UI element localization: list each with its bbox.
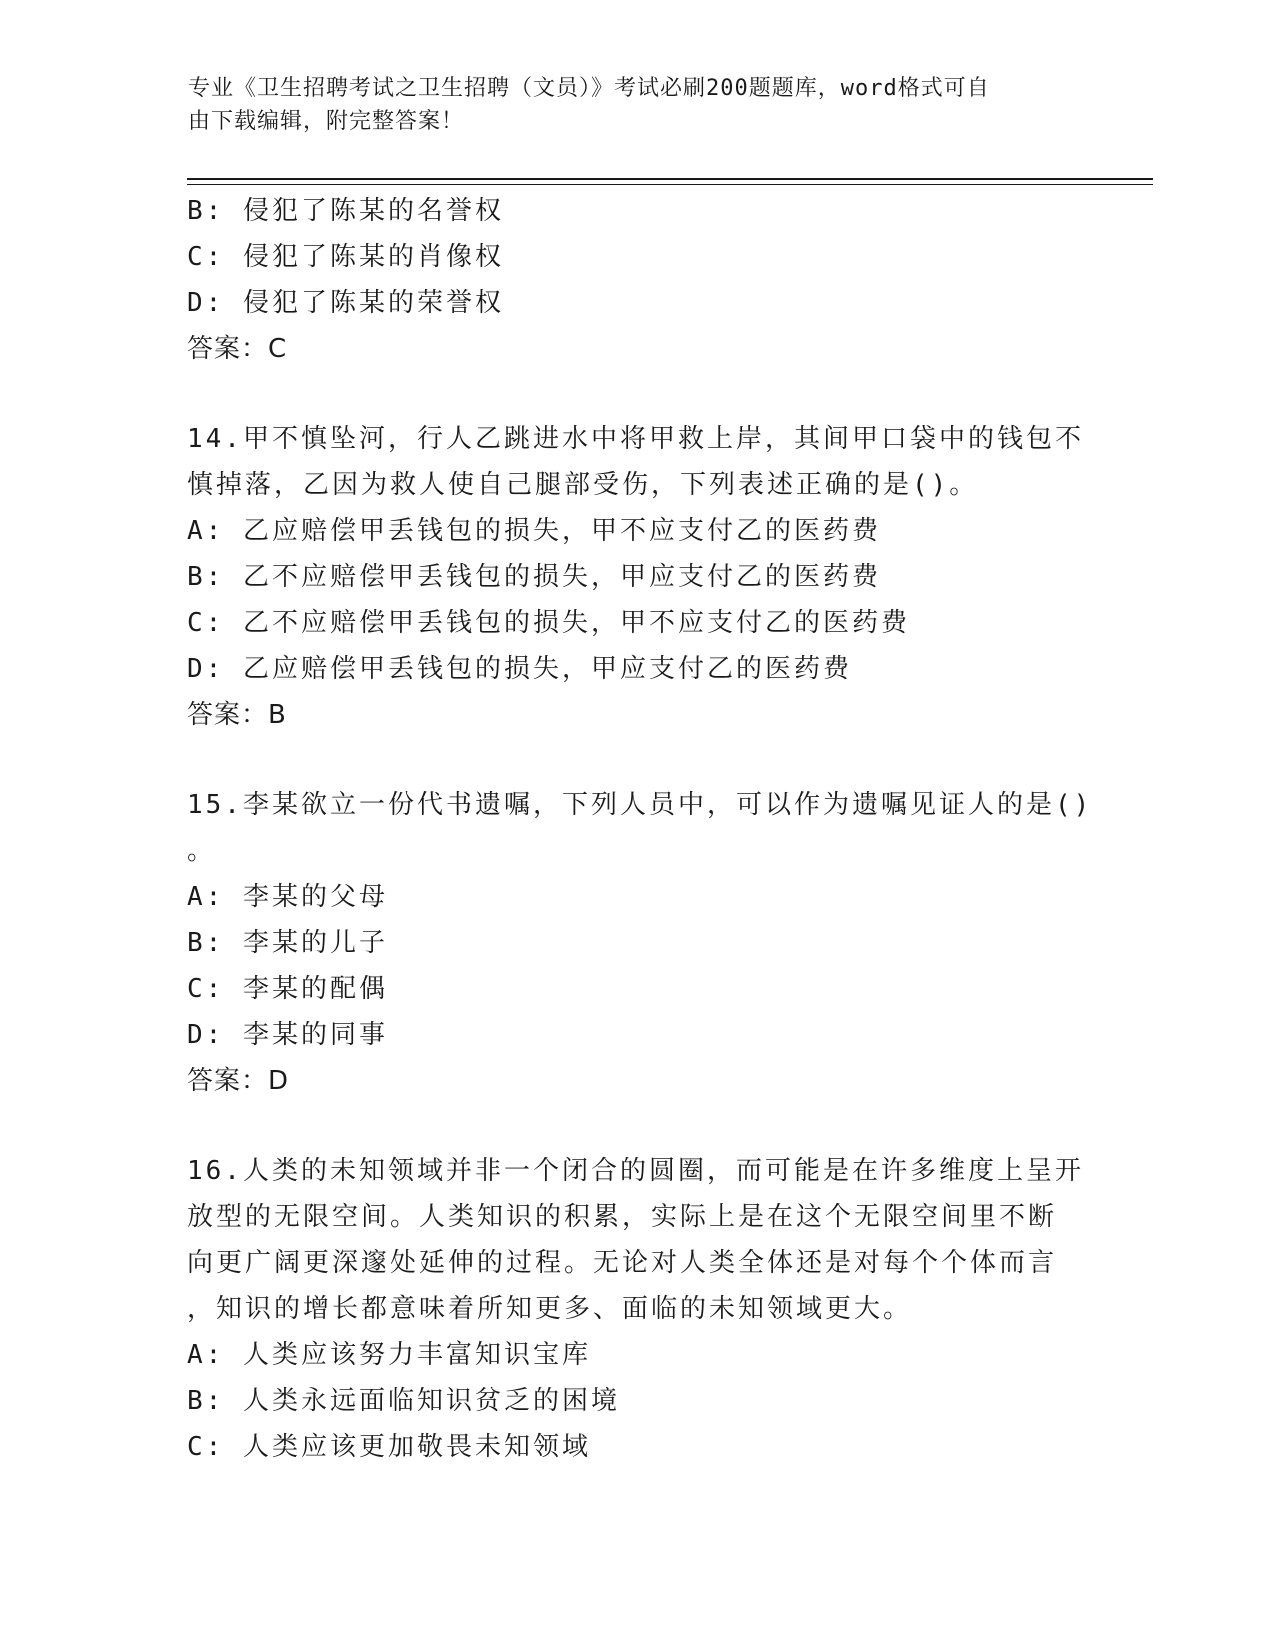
answer-line: 答案：D [187,1066,290,1096]
header-divider-thick [187,178,1153,180]
option-b: B: 侵犯了陈某的名誉权 [187,196,504,226]
option-a: A: 人类应该努力丰富知识宝库 [187,1340,591,1370]
header-line-2: 由下载编辑，附完整答案！ [188,109,465,134]
option-c: C: 乙不应赔偿甲丢钱包的损失，甲不应支付乙的医药费 [187,608,910,638]
question-14 [187,416,1087,738]
header-divider-thin [187,184,1153,185]
question-stem-line: 慎掉落，乙因为救人使自己腿部受伤，下列表述正确的是()。 [187,470,979,500]
question-stem-line: 16.人类的未知领域并非一个闭合的圆圈，而可能是在许多维度上呈开 [187,1156,1084,1186]
option-b: B: 李某的儿子 [187,928,388,958]
option-c: C: 人类应该更加敬畏未知领域 [187,1432,591,1462]
option-b: B: 乙不应赔偿甲丢钱包的损失，甲应支付乙的医药费 [187,562,881,592]
option-d: D: 侵犯了陈某的荣誉权 [187,288,504,318]
question-gap [187,738,1087,782]
option-c: C: 李某的配偶 [187,974,388,1004]
option-c: C: 侵犯了陈某的肖像权 [187,242,504,272]
question-stem-line: 15.李某欲立一份代书遗嘱，下列人员中，可以作为遗嘱见证人的是() [187,790,1093,820]
document-header [188,72,1088,138]
answer-line: 答案：C [187,334,288,364]
answer-line: 答案：B [187,700,287,730]
question-16 [187,1148,1087,1470]
option-d: D: 李某的同事 [187,1020,388,1050]
option-b: B: 人类永远面临知识贫乏的困境 [187,1386,620,1416]
question-15 [187,782,1093,1104]
document-body [187,188,1093,1470]
question-13 [187,188,1087,372]
question-gap [187,1104,1087,1148]
option-a: A: 乙应赔偿甲丢钱包的损失，甲不应支付乙的医药费 [187,516,881,546]
question-stem-line: 向更广阔更深邃处延伸的过程。无论对人类全体还是对每个个体而言 [187,1248,1058,1278]
header-line-1: 专业《卫生招聘考试之卫生招聘（文员）》考试必刷200题题库，word格式可自 [188,76,990,101]
option-d: D: 乙应赔偿甲丢钱包的损失，甲应支付乙的医药费 [187,654,852,684]
question-stem-line: 。 [187,836,217,866]
question-stem-line: ，知识的增长都意味着所知更多、面临的未知领域更大。 [187,1294,913,1324]
option-a: A: 李某的父母 [187,882,388,912]
question-stem-line: 放型的无限空间。人类知识的积累，实际上是在这个无限空间里不断 [187,1202,1058,1232]
question-stem-line: 14.甲不慎坠河，行人乙跳进水中将甲救上岸，其间甲口袋中的钱包不 [187,424,1084,454]
question-gap [187,372,1087,416]
